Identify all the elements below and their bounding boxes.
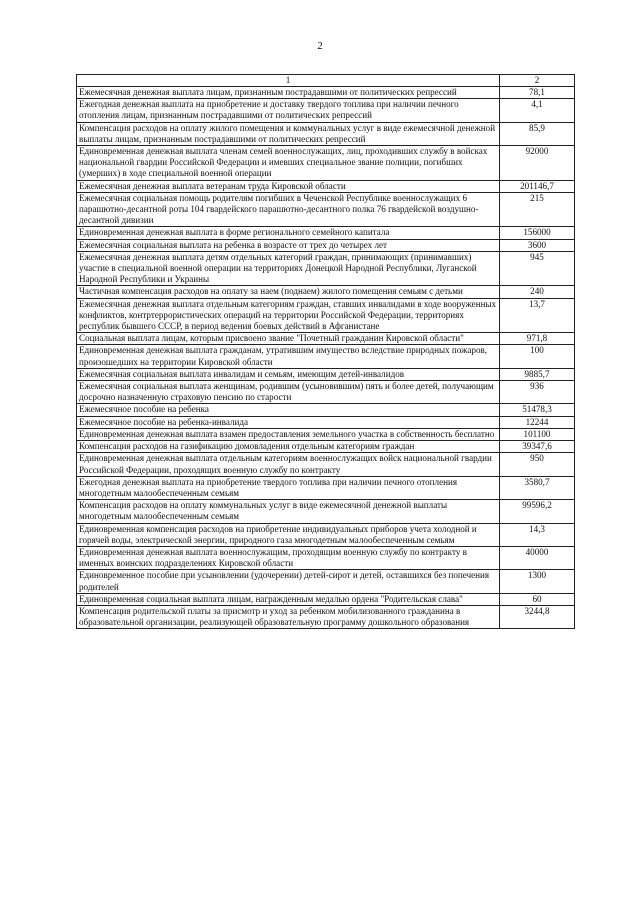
row-name: Единовременная денежная выплата членам семей военнослужащих, лиц, проходивших службу в войсках национальной гвардии Российской Федерации и имевших специальное звание полиции, погибших (умерших) в ходе специальной военной операции xyxy=(77,146,500,181)
row-name: Компенсация расходов на оплату жилого помещения и коммунальных услуг в виде ежемесячной денежной выплаты лицам, признанным пострадавшими от политических репрессий xyxy=(77,122,500,145)
table-row xyxy=(77,416,575,428)
table-row xyxy=(77,286,575,298)
row-value: 51478,3 xyxy=(500,404,575,416)
row-name: Компенсация расходов на газификацию домовладения отдельным категориям граждан xyxy=(77,441,500,453)
row-name: Социальная выплата лицам, которым присвоено звание "Почетный гражданин Кировской области" xyxy=(77,333,500,345)
row-name: Единовременная денежная выплата отдельным категориям военнослужащих войск национальной гвардии Российской Федерации, проходящих военную службу по контракту xyxy=(77,453,500,476)
table-row xyxy=(77,500,575,523)
row-name: Ежемесячная социальная выплата инвалидам и семьям, имеющим детей-инвалидов xyxy=(77,368,500,380)
row-value: 945 xyxy=(500,251,575,286)
row-name: Ежемесячная денежная выплата детям отдельных категорий граждан, принимающих (принимавших) участие в специальной военной операции на территориях Донецкой Народной Республики, Луганской Народной Республики и Украины xyxy=(77,251,500,286)
table-row xyxy=(77,593,575,605)
row-value: 78,1 xyxy=(500,87,575,99)
row-value: 100 xyxy=(500,345,575,368)
row-value: 60 xyxy=(500,593,575,605)
table-row xyxy=(77,239,575,251)
table-row xyxy=(77,476,575,499)
row-value: 101100 xyxy=(500,428,575,440)
row-name: Компенсация родительской платы за присмотр и уход за ребенком мобилизованного гражданина в образовательной организации, реализующей образовательную программу дошкольного образования xyxy=(77,605,500,628)
table-row xyxy=(77,404,575,416)
row-name: Единовременная денежная выплата в форме регионального семейного капитала xyxy=(77,227,500,239)
table-row xyxy=(77,546,575,569)
row-value: 156000 xyxy=(500,227,575,239)
table-row xyxy=(77,298,575,333)
row-name: Ежемесячное пособие на ребенка-инвалида xyxy=(77,416,500,428)
row-value: 12244 xyxy=(500,416,575,428)
table-row xyxy=(77,605,575,628)
row-name: Единовременная компенсация расходов на приобретение индивидуальных приборов учета холодной и горячей воды, электрической энергии, природного газа многодетным малообеспеченным семьям xyxy=(77,523,500,546)
row-value: 936 xyxy=(500,381,575,404)
table-row xyxy=(77,146,575,181)
table-row xyxy=(77,227,575,239)
table-row xyxy=(77,453,575,476)
table-row xyxy=(77,441,575,453)
row-name: Единовременная денежная выплата взамен предоставления земельного участка в собственность бесплатно xyxy=(77,428,500,440)
row-value: 13,7 xyxy=(500,298,575,333)
row-value: 3580,7 xyxy=(500,476,575,499)
row-value: 40000 xyxy=(500,546,575,569)
row-name: Ежегодная денежная выплата на приобретение твердого топлива при наличии печного отопления многодетным малообеспеченным семьям xyxy=(77,476,500,499)
table-row xyxy=(77,99,575,122)
row-name: Ежемесячная денежная выплата лицам, признанным пострадавшими от политических репрессий xyxy=(77,87,500,99)
row-name: Ежемесячное пособие на ребенка xyxy=(77,404,500,416)
table-row xyxy=(77,122,575,145)
row-value: 240 xyxy=(500,286,575,298)
table-row xyxy=(77,192,575,227)
row-value: 3600 xyxy=(500,239,575,251)
table-row xyxy=(77,251,575,286)
row-name: Единовременная денежная выплата военнослужащим, проходящим военную службу по контракту в именных воинских подразделениях Кировской области xyxy=(77,546,500,569)
row-name: Единовременная социальная выплата лицам, награжденным медалью ордена "Родительская слава" xyxy=(77,593,500,605)
row-value: 39347,6 xyxy=(500,441,575,453)
row-value: 1300 xyxy=(500,570,575,593)
row-name: Ежегодная денежная выплата на приобретение и доставку твердого топлива при наличии печного отопления лицам, признанным пострадавшими от политических репрессий xyxy=(77,99,500,122)
row-value: 14,3 xyxy=(500,523,575,546)
table-header-row xyxy=(77,75,575,87)
benefits-table xyxy=(76,74,575,629)
row-value: 201146,7 xyxy=(500,180,575,192)
row-name: Ежемесячная денежная выплата ветеранам труда Кировской области xyxy=(77,180,500,192)
table-row xyxy=(77,381,575,404)
row-name: Единовременное пособие при усыновлении (удочерении) детей-сирот и детей, оставшихся без попечения родителей xyxy=(77,570,500,593)
table-row xyxy=(77,345,575,368)
row-value: 950 xyxy=(500,453,575,476)
row-value: 99596,2 xyxy=(500,500,575,523)
row-name: Ежемесячная денежная выплата отдельным категориям граждан, ставших инвалидами в ходе вооруженных конфликтов, контртеррористических операций на территории Российской Федерации, территориях республик бывшего СССР, в период ведения боевых действий в Афганистане xyxy=(77,298,500,333)
row-name: Ежемесячная социальная помощь родителям погибших в Чеченской Республике военнослужащих 6 парашютно-десантной роты 104 гвардейского парашютно-десантного полка 76 гвардейской воздушно-десантной дивизии xyxy=(77,192,500,227)
table-row xyxy=(77,570,575,593)
row-value: 92000 xyxy=(500,146,575,181)
row-value: 9885,7 xyxy=(500,368,575,380)
table-row xyxy=(77,368,575,380)
row-value: 3244,8 xyxy=(500,605,575,628)
page-number: 2 xyxy=(317,40,323,52)
row-value: 971,8 xyxy=(500,333,575,345)
row-name: Единовременная денежная выплата гражданам, утратившим имущество вследствие природных пожаров, произошедших на территории Кировской области xyxy=(77,345,500,368)
row-value: 85,9 xyxy=(500,122,575,145)
table-row xyxy=(77,87,575,99)
row-name: Частичная компенсация расходов на оплату за наем (поднаем) жилого помещения семьям с детьми xyxy=(77,286,500,298)
row-name: Ежемесячная социальная выплата женщинам, родившим (усыновившим) пять и более детей, получающим досрочно назначенную страховую пенсию по старости xyxy=(77,381,500,404)
column-header-1: 1 xyxy=(77,75,500,87)
table-row xyxy=(77,333,575,345)
table-row xyxy=(77,523,575,546)
row-name: Компенсация расходов на оплату коммунальных услуг в виде ежемесячной денежной выплаты многодетным малообеспеченным семьям xyxy=(77,500,500,523)
row-name: Ежемесячная социальная выплата на ребенка в возрасте от трех до четырех лет xyxy=(77,239,500,251)
table-row xyxy=(77,180,575,192)
column-header-2: 2 xyxy=(500,75,575,87)
row-value: 215 xyxy=(500,192,575,227)
table-row xyxy=(77,428,575,440)
row-value: 4,1 xyxy=(500,99,575,122)
